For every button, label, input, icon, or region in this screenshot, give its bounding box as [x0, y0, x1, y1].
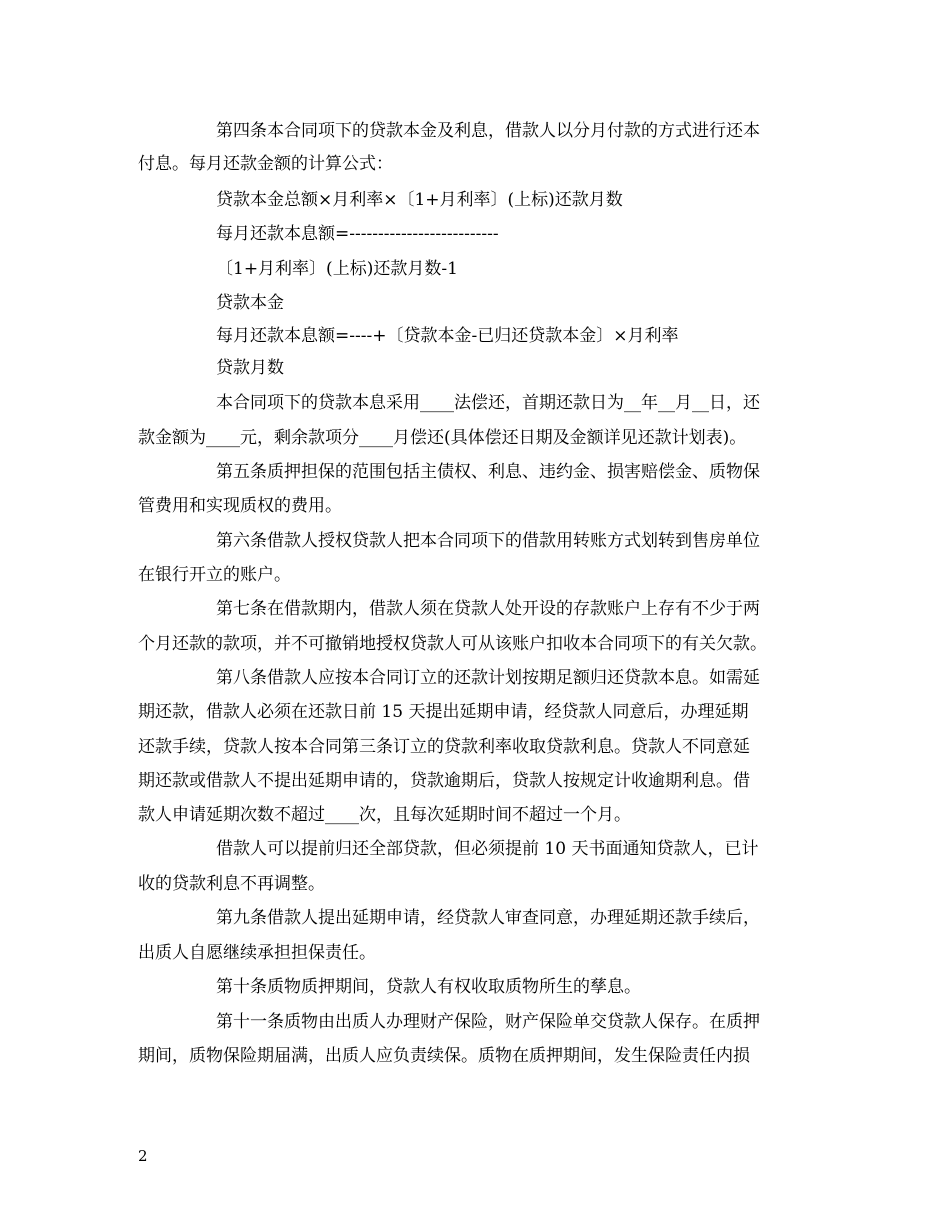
- text-line: 期还款或借款人不提出延期申请的，贷款逾期后，贷款人按规定计收逾期利息。借: [138, 771, 750, 791]
- text-line: 个月还款的款项，并不可撤销地授权贷款人可从该账户扣收本合同项下的有关欠款。: [138, 634, 767, 654]
- text-line: 借款人可以提前归还全部贷款，但必须提前 10 天书面通知贷款人，已计: [216, 839, 759, 859]
- text-line: 款金额为____元，剩余款项分____月偿还(具体偿还日期及金额详见还款计划表)。: [138, 428, 747, 448]
- text-line: 收的贷款利息不再调整。: [138, 874, 325, 894]
- text-line: 本合同项下的贷款本息采用____法偿还，首期还款日为__年__月__日，还: [216, 393, 760, 413]
- text-line: 贷款本金: [216, 293, 284, 313]
- text-line: 第十一条质物由出质人办理财产保险，财产保险单交贷款人保存。在质押: [216, 1012, 760, 1032]
- text-line: 款人申请延期次数不超过____次，且每次延期时间不超过一个月。: [138, 805, 631, 825]
- text-line: 第十条质物质押期间，贷款人有权收取质物所生的孳息。: [216, 977, 641, 997]
- text-line: 还款手续，贷款人按本合同第三条订立的贷款利率收取贷款利息。贷款人不同意延: [138, 737, 750, 757]
- text-line: 出质人自愿继续承担担保责任。: [138, 943, 376, 963]
- text-line: 第五条质押担保的范围包括主债权、利息、违约金、损害赔偿金、质物保: [216, 462, 760, 482]
- text-line: 期还款，借款人必须在还款日前 15 天提出延期申请，经贷款人同意后，办理延期: [138, 702, 749, 722]
- text-line: 第四条本合同项下的贷款本金及利息，借款人以分月付款的方式进行还本: [216, 121, 760, 141]
- text-line: 贷款月数: [216, 358, 284, 378]
- page-number: 2: [138, 1147, 148, 1165]
- text-line: 期间，质物保险期届满，出质人应负责续保。质物在质押期间，发生保险责任内损: [138, 1046, 750, 1066]
- text-line: 每月还款本息额=----+〔贷款本金-已归还贷款本金〕×月利率: [216, 326, 679, 346]
- text-line: 第七条在借款期内，借款人须在贷款人处开设的存款账户上存有不少于两: [216, 599, 760, 619]
- text-line: 第六条借款人授权贷款人把本合同项下的借款用转账方式划转到售房单位: [216, 531, 760, 551]
- text-line: 付息。每月还款金额的计算公式：: [138, 154, 393, 174]
- text-line: 〔1+月利率〕(上标)还款月数-1: [216, 259, 458, 279]
- text-line: 贷款本金总额×月利率×〔1+月利率〕(上标)还款月数: [216, 190, 623, 210]
- text-line: 管费用和实现质权的费用。: [138, 496, 342, 516]
- text-line: 第八条借款人应按本合同订立的还款计划按期足额归还贷款本息。如需延: [216, 668, 760, 688]
- text-line: 每月还款本息额=--------------------------: [216, 224, 499, 244]
- text-line: 第九条借款人提出延期申请，经贷款人审查同意，办理延期还款手续后，: [216, 908, 760, 928]
- text-line: 在银行开立的账户。: [138, 565, 291, 585]
